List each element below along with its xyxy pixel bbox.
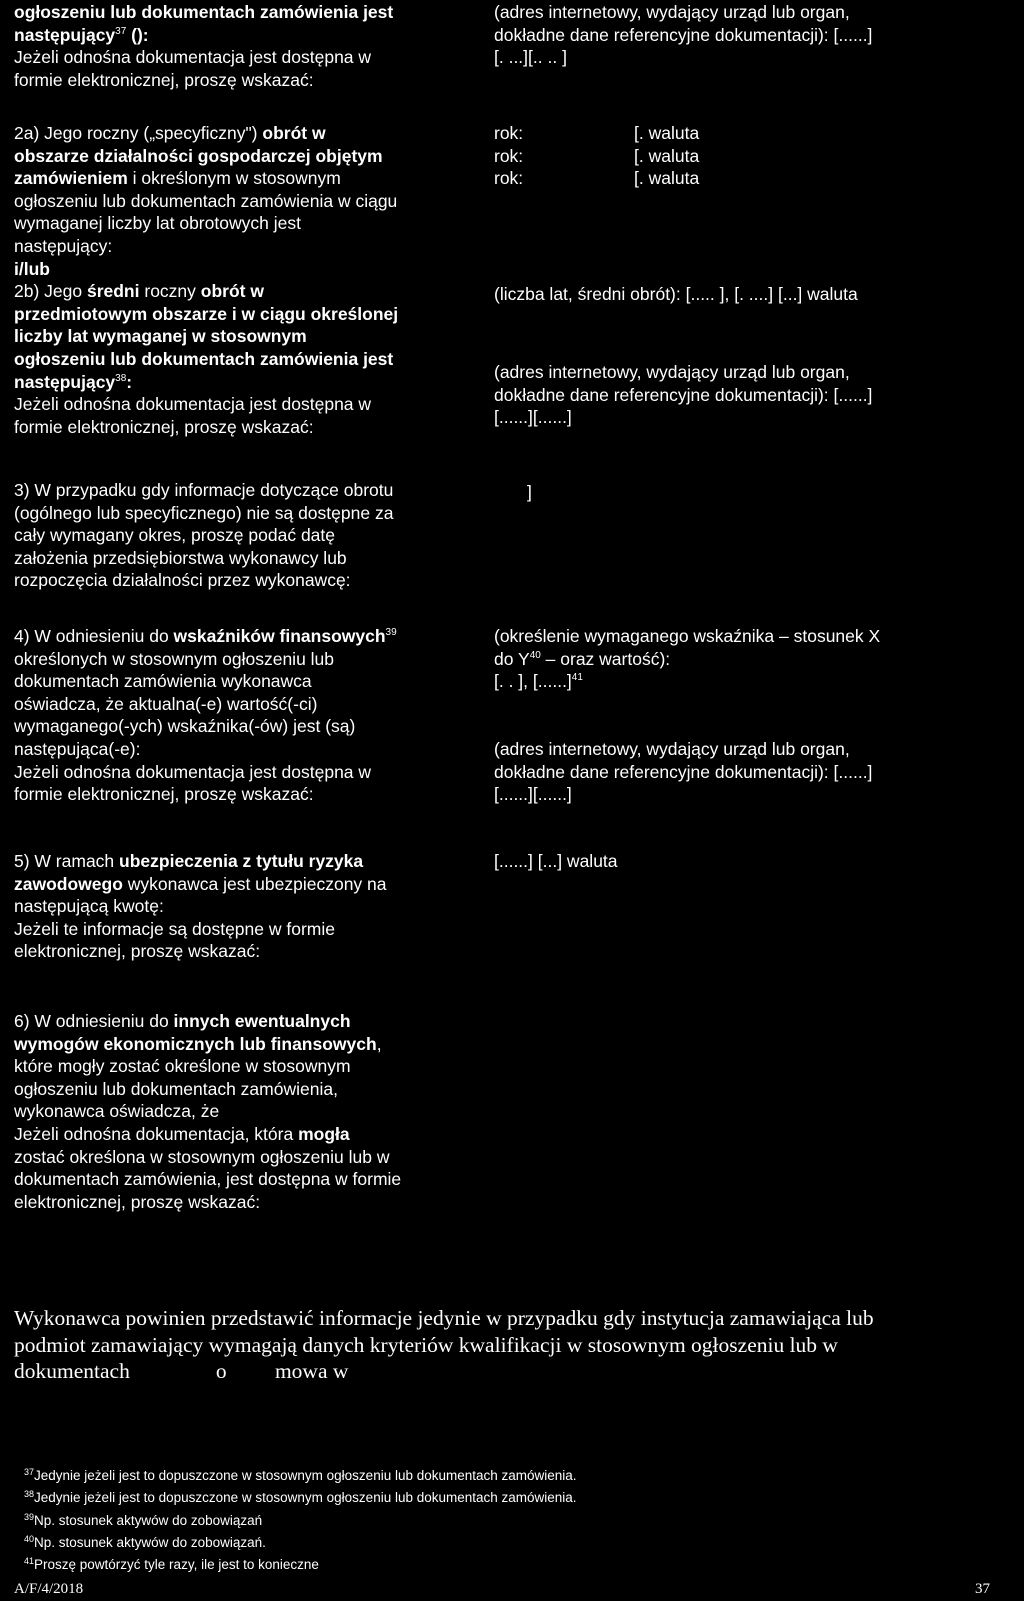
text-line: dokumentach zamówienia, jest dostępna w formie [14, 1169, 402, 1190]
text-line: [......][......] [494, 407, 572, 428]
text-fragment: i określonym w stosownym [127, 168, 341, 189]
text-line: cały wymagany okres, proszę podać datę [14, 525, 335, 546]
text-line: podmiot zamawiający wymagają danych kryteriów kwalifikacji w stosownym ogłoszeniu lub w [14, 1332, 838, 1357]
text-fragment: obrót w [262, 123, 326, 143]
text-fragment: 4) W odniesieniu do [14, 626, 174, 646]
section-1-left [14, 1, 484, 91]
text-line: wymaganej liczby lat obrotowych jest [14, 213, 301, 234]
text-line: Jeżeli odnośna dokumentacja jest dostępna w [14, 761, 372, 782]
section-2-right [494, 122, 1014, 190]
section-6-left [14, 1010, 484, 1213]
text-line: Wykonawca powinien przedstawić informacje jedynie w przypadku gdy instytucja zamawiająca lub [14, 1306, 874, 1330]
footnote-ref: 38 [115, 372, 127, 384]
text-line: formie elektronicznej, proszę wskazać: [14, 416, 314, 437]
text-line: wymaganego(-ych) wskaźnika(-ów) jest (są) [14, 716, 356, 737]
section-2-ref [494, 361, 1014, 429]
rok-row: rok: [. waluta [494, 168, 700, 189]
text-fragment: wymogów ekonomicznych lub finansowych [14, 1033, 377, 1054]
text-line: elektronicznej, proszę wskazać: [14, 1191, 261, 1212]
section-1-right [494, 1, 1014, 69]
document-code: A/F/4/2018 [14, 1581, 84, 1597]
text-line: które mogły zostać określone w stosownym [14, 1056, 351, 1077]
text-fragment: następujący [14, 371, 116, 392]
text-line: formie elektronicznej, proszę wskazać: [14, 784, 314, 805]
text-fragment: : [126, 371, 133, 392]
text-line: (określenie wymaganego wskaźnika – stosunek X [494, 626, 881, 646]
section-5-left [14, 850, 484, 963]
text-line: dokumentach o mowa w [14, 1359, 349, 1383]
page-number: 37 [975, 1581, 990, 1597]
qualification-note [14, 1305, 1014, 1385]
section-3-right [527, 481, 1024, 504]
text-line: [......] [...] waluta [494, 851, 618, 871]
text-line: elektronicznej, proszę wskazać: [14, 941, 261, 962]
text-line: wykonawca oświadcza, że [14, 1101, 220, 1122]
section-2b-right [494, 283, 1014, 306]
text-line: ogłoszeniu lub dokumentach zamówienia jest [14, 348, 394, 369]
text-line: obszarze działalności gospodarczej objętym [14, 145, 383, 166]
text-line: liczby lat wymaganej w stosownym [14, 326, 307, 347]
text-line: (adres internetowy, wydający urząd lub organ, [494, 362, 850, 382]
text-line: [. ...][.. .. ] [494, 47, 567, 68]
text-line: ogłoszeniu lub dokumentach zamówienia w ciągu [14, 190, 398, 211]
section-5-right [494, 850, 1014, 873]
text-fragment: 6) W odniesieniu do [14, 1011, 174, 1031]
text-line: dokładne dane referencyjne dokumentacji): [......] [494, 24, 873, 45]
section-3-left [14, 479, 484, 592]
text-line: przedmiotowym obszarze i w ciągu określonej [14, 303, 399, 324]
text-line: formie elektronicznej, proszę wskazać: [14, 69, 314, 90]
text-line: (liczba lat, średni obrót): [..... ], [. ....] [...] waluta [494, 284, 858, 304]
text-line: Jeżeli odnośna dokumentacja jest dostępna w [14, 47, 372, 68]
text-fragment: obrót w [200, 281, 264, 302]
text-fragment: 2b) Jego [14, 281, 87, 302]
text-fragment: , [376, 1033, 382, 1054]
text-fragment: innych ewentualnych [173, 1011, 351, 1031]
footnotes [24, 1465, 924, 1576]
text-fragment: – oraz wartość): [540, 648, 671, 669]
text-fragment: Jeżeli odnośna dokumentacja, która [14, 1123, 299, 1144]
text-line: zostać określona w stosownym ogłoszeniu lub w [14, 1146, 390, 1167]
text-line: Jeżeli odnośna dokumentacja jest dostępna w [14, 394, 372, 415]
rok-row: rok: [. waluta [494, 123, 700, 143]
text-fragment: roczny [139, 281, 201, 302]
text-line: założenia przedsiębiorstwa wykonawcy lub [14, 547, 347, 568]
text-fragment: [. . ], [......] [494, 671, 572, 692]
footnote: $^{41}$Proszę powtórzyć tyle razy, ile jest to konieczne [24, 1556, 319, 1573]
text-line: dokumentach zamówienia wykonawca [14, 671, 312, 692]
text-fragment: mogła [298, 1123, 350, 1144]
text-line: następującą kwotę: [14, 896, 164, 917]
text-line: (adres internetowy, wydający urząd lub organ, [494, 2, 850, 22]
section-2-left [14, 122, 484, 438]
text-fragment: wskaźników finansowych [173, 626, 386, 646]
text-line: i/lub [14, 258, 50, 279]
text-line: rozpoczęcia działalności przez wykonawcę: [14, 570, 351, 591]
text-line: ] [527, 482, 532, 502]
footnote: $^{39}$Np. stosunek aktywów do zobowiązań [24, 1511, 263, 1528]
section-4-left [14, 625, 484, 806]
text-fragment: zawodowego [14, 873, 123, 894]
text-line: (adres internetowy, wydający urząd lub organ, [494, 739, 850, 759]
footnote: $^{38}$Jedynie jeżeli jest to dopuszczone w stosownym ogłoszeniu lub dokumentach zamówienia. [24, 1489, 577, 1506]
text-line: dokładne dane referencyjne dokumentacji): [......] [494, 384, 873, 405]
section-4-ref [494, 738, 1014, 806]
text-fragment: (): [126, 24, 149, 45]
footnote-ref: 39 [385, 627, 397, 638]
text-line: [......][......] [494, 784, 572, 805]
text-fragment: 2a) Jego roczny („specyficzny") [14, 123, 263, 143]
footnote: $^{40}$Np. stosunek aktywów do zobowiązań. [24, 1533, 266, 1550]
text-line: następująca(-e): [14, 738, 141, 759]
text-fragment: zamówieniem [14, 168, 128, 189]
text-line: ogłoszeniu lub dokumentach zamówienia jest [14, 2, 394, 22]
text-fragment: do Y [494, 648, 530, 669]
text-fragment: 5) W ramach [14, 851, 120, 871]
text-line: określonych w stosownym ogłoszeniu lub [14, 648, 335, 669]
section-4-right [494, 625, 1014, 693]
footnote-ref: 41 [571, 672, 583, 684]
text-line: następujący: [14, 235, 113, 256]
text-line: ogłoszeniu lub dokumentach zamówienia, [14, 1078, 338, 1099]
footnote: $^{37}$Jedynie jeżeli jest to dopuszczone w stosownym ogłoszeniu lub dokumentach zamówienia. [24, 1467, 577, 1483]
text-fragment: wykonawca jest ubezpieczony na [122, 873, 387, 894]
text-line: 3) W przypadku gdy informacje dotyczące obrotu [14, 480, 394, 500]
text-fragment: ubezpieczenia z tytułu ryzyka [119, 851, 364, 871]
text-line: Jeżeli te informacje są dostępne w formie [14, 918, 335, 939]
text-line: dokładne dane referencyjne dokumentacji): [......] [494, 761, 873, 782]
footnote-ref: 40 [529, 649, 541, 661]
rok-row: rok: [. waluta [494, 145, 700, 166]
footnote-ref: 37 [115, 25, 127, 37]
text-line: następujący [14, 24, 116, 45]
text-line: (ogólnego lub specyficznego) nie są dostępne za [14, 502, 394, 523]
text-fragment: średni [86, 281, 140, 302]
text-line: oświadcza, że aktualna(-e) wartość(-ci) [14, 693, 318, 714]
